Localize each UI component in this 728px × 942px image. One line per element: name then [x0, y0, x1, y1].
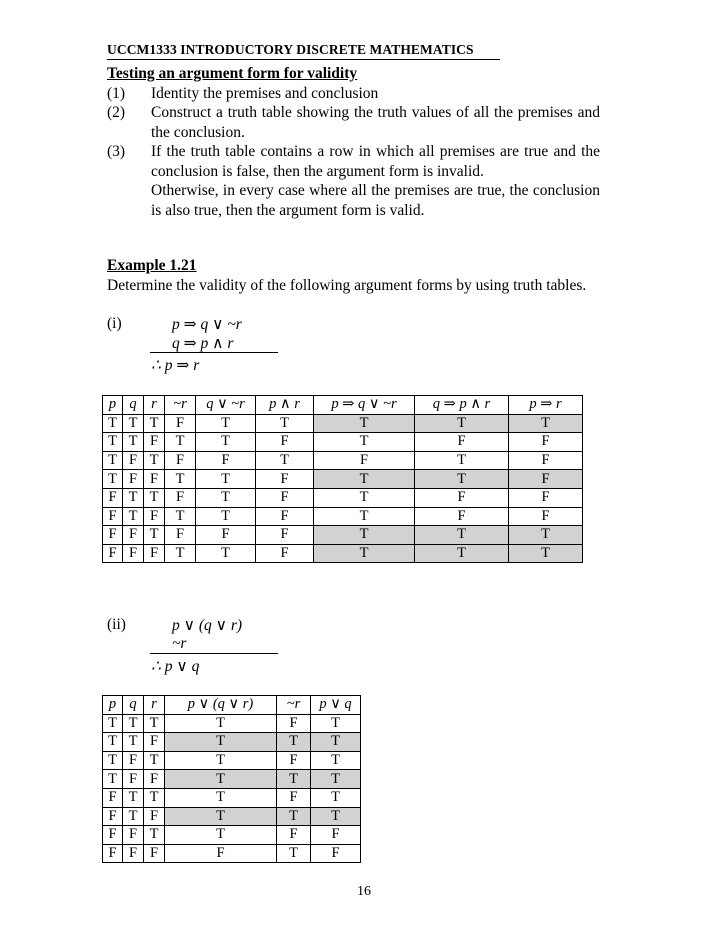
table-cell: F: [277, 788, 311, 807]
table-cell: T: [144, 488, 165, 507]
part-i-premise-2: q ⇒ p ∧ r: [172, 335, 234, 352]
table-row: [103, 807, 361, 826]
column-header: q ⇒ p ∧ r: [415, 396, 509, 415]
section-title: Testing an argument form for validity: [107, 65, 358, 82]
table-cell: F: [311, 844, 361, 863]
part-ii-conclusion: ∴ p ∨ q: [151, 658, 200, 675]
table-cell: F: [103, 507, 123, 526]
table-cell: F: [196, 526, 256, 545]
table-cell: T: [415, 470, 509, 489]
page-number: 16: [357, 884, 371, 899]
table-cell: T: [311, 733, 361, 752]
table-cell: F: [144, 770, 165, 789]
table-cell: F: [123, 470, 144, 489]
table-cell: T: [311, 751, 361, 770]
step-3: [107, 142, 600, 220]
table-cell: F: [165, 526, 196, 545]
part-i-conclusion: ∴ p ⇒ r: [151, 357, 200, 374]
table-cell: F: [256, 507, 314, 526]
example-title: Example 1.21: [107, 257, 197, 274]
table-row: [103, 844, 361, 863]
example-instructions: Determine the validity of the following argument forms by using truth tables.: [107, 277, 587, 294]
column-header: ~r: [277, 696, 311, 715]
table-cell: T: [103, 770, 123, 789]
column-header: p ⇒ r: [509, 396, 583, 415]
table-cell: T: [103, 433, 123, 452]
table-cell: T: [314, 544, 415, 563]
step-2: [107, 103, 600, 142]
table-cell: T: [415, 414, 509, 433]
table-cell: T: [277, 807, 311, 826]
table-cell: T: [123, 714, 144, 733]
table-cell: T: [165, 751, 277, 770]
column-header: p ∨ (q ∨ r): [165, 696, 277, 715]
column-header: r: [144, 396, 165, 415]
step-number: (3): [107, 143, 126, 160]
table-cell: T: [314, 433, 415, 452]
table-cell: T: [103, 714, 123, 733]
table-cell: F: [103, 544, 123, 563]
table-cell: T: [123, 488, 144, 507]
step-text: Identity the premises and conclusion: [151, 85, 379, 102]
table-cell: F: [123, 844, 144, 863]
header-rule: [107, 59, 500, 60]
table-cell: F: [415, 507, 509, 526]
table-cell: T: [311, 788, 361, 807]
table-cell: T: [144, 451, 165, 470]
table-cell: F: [314, 451, 415, 470]
table-cell: T: [196, 470, 256, 489]
table-cell: T: [256, 451, 314, 470]
table-cell: F: [123, 770, 144, 789]
table-cell: F: [103, 807, 123, 826]
table-cell: T: [144, 526, 165, 545]
table-cell: F: [277, 826, 311, 845]
table-row: [103, 714, 361, 733]
part-ii-premise-2: ~r: [172, 635, 187, 652]
table-cell: F: [256, 526, 314, 545]
table-cell: F: [277, 751, 311, 770]
table-cell: F: [509, 433, 583, 452]
step-1: [107, 84, 600, 104]
part-i-conclusion-rule: [150, 352, 278, 353]
table-cell: T: [314, 507, 415, 526]
table-cell: T: [103, 733, 123, 752]
table-row: [103, 751, 361, 770]
table-cell: T: [144, 788, 165, 807]
table-cell: F: [165, 844, 277, 863]
table-cell: F: [123, 544, 144, 563]
table-header-row: [103, 696, 361, 715]
table-cell: F: [509, 470, 583, 489]
table-cell: F: [123, 826, 144, 845]
table-cell: F: [165, 451, 196, 470]
table-cell: T: [314, 414, 415, 433]
step-text: If the truth table contains a row in which all premises are true and the conclusion is false, then the argument form is invalid.: [151, 143, 600, 180]
table-cell: T: [415, 544, 509, 563]
table-cell: F: [311, 826, 361, 845]
table-row: [103, 433, 583, 452]
table-cell: T: [311, 714, 361, 733]
course-header: UCCM1333 INTRODUCTORY DISCRETE MATHEMATICS: [107, 42, 474, 57]
table-cell: T: [314, 526, 415, 545]
table-cell: T: [415, 451, 509, 470]
column-header: p ⇒ q ∨ ~r: [314, 396, 415, 415]
table-cell: T: [277, 733, 311, 752]
table-cell: T: [165, 770, 277, 789]
part-ii-conclusion-rule: [150, 653, 278, 654]
table-cell: T: [165, 733, 277, 752]
table-cell: F: [144, 507, 165, 526]
table-cell: T: [509, 544, 583, 563]
step-text: Construct a truth table showing the truth values of all the premises and the conclusion.: [151, 104, 600, 141]
table-cell: F: [165, 488, 196, 507]
truth-table-ii: [102, 695, 361, 863]
table-cell: T: [311, 807, 361, 826]
table-cell: F: [123, 451, 144, 470]
table-cell: F: [123, 751, 144, 770]
table-cell: T: [165, 807, 277, 826]
table-cell: T: [196, 544, 256, 563]
column-header: q: [123, 696, 144, 715]
table-row: [103, 488, 583, 507]
table-cell: F: [144, 433, 165, 452]
part-ii-label: (ii): [107, 616, 126, 633]
table-cell: T: [311, 770, 361, 789]
table-cell: T: [165, 544, 196, 563]
table-cell: F: [144, 733, 165, 752]
part-i-label: (i): [107, 315, 122, 332]
table-row: [103, 451, 583, 470]
part-ii-premise-1: p ∨ (q ∨ r): [172, 617, 243, 634]
column-header: p: [103, 396, 123, 415]
table-cell: T: [196, 507, 256, 526]
table-cell: F: [103, 526, 123, 545]
table-cell: T: [103, 451, 123, 470]
table-cell: F: [103, 826, 123, 845]
table-cell: F: [415, 433, 509, 452]
table-cell: T: [144, 826, 165, 845]
table-cell: T: [123, 733, 144, 752]
step-number: (1): [107, 85, 126, 102]
table-cell: T: [509, 526, 583, 545]
table-header-row: [103, 396, 583, 415]
table-cell: T: [123, 414, 144, 433]
column-header: ~r: [165, 396, 196, 415]
table-cell: T: [123, 788, 144, 807]
table-row: [103, 826, 361, 845]
table-row: [103, 770, 361, 789]
table-cell: F: [103, 844, 123, 863]
table-cell: F: [144, 544, 165, 563]
table-cell: T: [165, 714, 277, 733]
table-cell: F: [123, 526, 144, 545]
table-cell: T: [196, 488, 256, 507]
table-cell: F: [144, 470, 165, 489]
table-cell: F: [256, 488, 314, 507]
table-row: [103, 526, 583, 545]
table-cell: T: [256, 414, 314, 433]
table-cell: F: [256, 433, 314, 452]
table-cell: T: [277, 844, 311, 863]
table-cell: T: [165, 826, 277, 845]
column-header: p: [103, 696, 123, 715]
table-cell: T: [196, 433, 256, 452]
table-cell: F: [165, 414, 196, 433]
table-cell: T: [196, 414, 256, 433]
table-cell: F: [103, 488, 123, 507]
table-row: [103, 544, 583, 563]
table-cell: F: [144, 844, 165, 863]
column-header: p ∧ r: [256, 396, 314, 415]
table-cell: T: [144, 714, 165, 733]
table-cell: F: [509, 451, 583, 470]
table-cell: T: [314, 470, 415, 489]
table-cell: T: [144, 751, 165, 770]
table-row: [103, 788, 361, 807]
table-cell: F: [144, 807, 165, 826]
table-cell: F: [256, 544, 314, 563]
column-header: q: [123, 396, 144, 415]
column-header: r: [144, 696, 165, 715]
table-cell: F: [103, 788, 123, 807]
table-cell: F: [196, 451, 256, 470]
table-cell: T: [144, 414, 165, 433]
table-cell: T: [165, 507, 196, 526]
table-cell: F: [509, 488, 583, 507]
column-header: p ∨ q: [311, 696, 361, 715]
table-cell: T: [103, 414, 123, 433]
table-cell: F: [509, 507, 583, 526]
table-row: [103, 414, 583, 433]
truth-table-i: [102, 395, 583, 563]
table-row: [103, 470, 583, 489]
table-row: [103, 507, 583, 526]
table-cell: T: [123, 507, 144, 526]
part-i-premise-1: p ⇒ q ∨ ~r: [172, 316, 242, 333]
table-row: [103, 733, 361, 752]
table-cell: T: [103, 470, 123, 489]
table-cell: T: [277, 770, 311, 789]
table-cell: T: [165, 433, 196, 452]
step-text-continued: Otherwise, in every case where all the premises are true, the conclusion is also true, then the argument form is valid.: [151, 182, 600, 219]
table-cell: T: [165, 788, 277, 807]
table-cell: T: [103, 751, 123, 770]
table-cell: T: [123, 807, 144, 826]
table-cell: F: [415, 488, 509, 507]
step-number: (2): [107, 104, 126, 121]
table-cell: T: [509, 414, 583, 433]
table-cell: T: [165, 470, 196, 489]
table-cell: F: [277, 714, 311, 733]
column-header: q ∨ ~r: [196, 396, 256, 415]
table-cell: T: [123, 433, 144, 452]
table-cell: T: [415, 526, 509, 545]
table-cell: T: [314, 488, 415, 507]
table-cell: F: [256, 470, 314, 489]
